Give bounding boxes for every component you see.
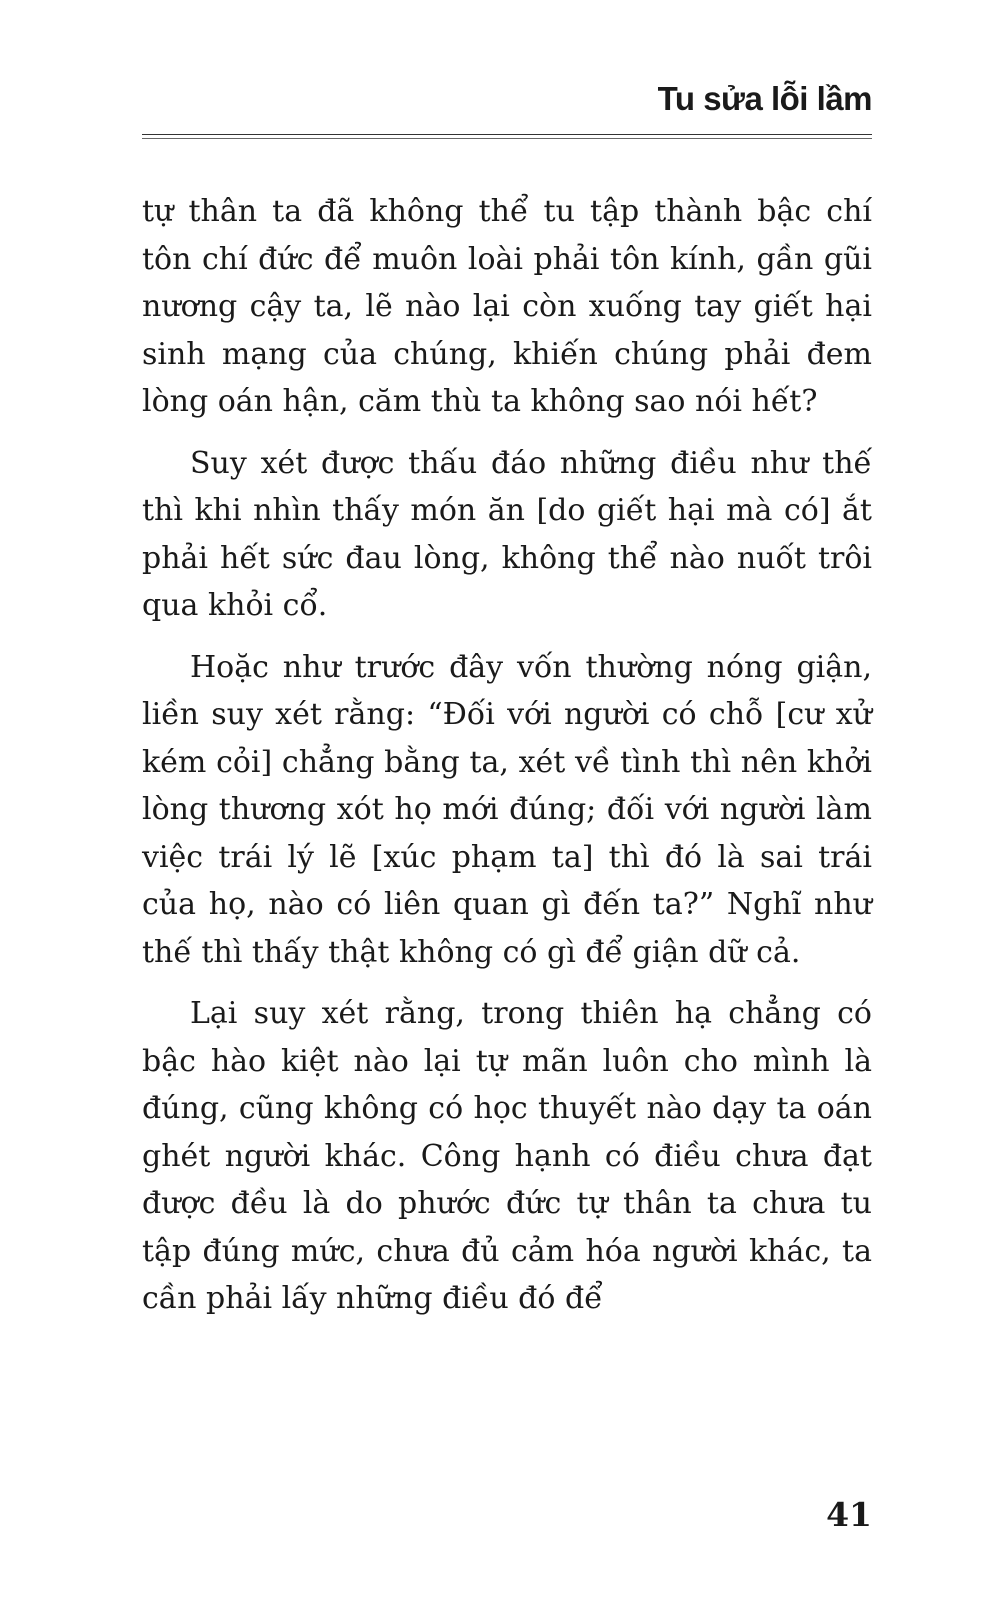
paragraph: Suy xét được thấu đáo những điều như thế thì khi nhìn thấy món ăn [do giết hại mà có] ắt phải hết sức đau lòng, không thể nào nuốt trôi qua khỏi cổ. (142, 445, 872, 623)
body-text (142, 188, 872, 1337)
paragraph: Hoặc như trước đây vốn thường nóng giận, liền suy xét rằng: “Đối với người có chỗ [cư xử kém cỏi] chẳng bằng ta, xét về tình thì nên khởi lòng thương xót họ mới đúng; đối với người làm việc trái lý lẽ [xúc phạm ta] thì đó là sai trái của họ, nào có liên quan gì đến ta?” Nghĩ như thế thì thấy thật không có gì để giận dữ cả. (142, 649, 872, 970)
page-number: 41 (826, 1495, 872, 1534)
paragraph: Lại suy xét rằng, trong thiên hạ chẳng có bậc hào kiệt nào lại tự mãn luôn cho mình là đúng, cũng không có học thuyết nào dạy ta oán ghét người khác. Công hạnh có điều chưa đạt được đều là do phước đức tự thân ta chưa tu tập đúng mức, chưa đủ cảm hóa người khác, ta cần phải lấy những điều đó để (142, 996, 872, 1316)
running-head: Tu sửa lỗi lầm (657, 80, 872, 117)
header-rule-secondary (142, 138, 872, 139)
paragraph: tự thân ta đã không thể tu tập thành bậc chí tôn chí đức để muôn loài phải tôn kính, gần gũi nương cậy ta, lẽ nào lại còn xuống tay giết hại sinh mạng của chúng, khiến chúng phải đem lòng oán hận, căm thù ta không sao nói hết? (142, 194, 872, 419)
header-rule (142, 134, 872, 135)
